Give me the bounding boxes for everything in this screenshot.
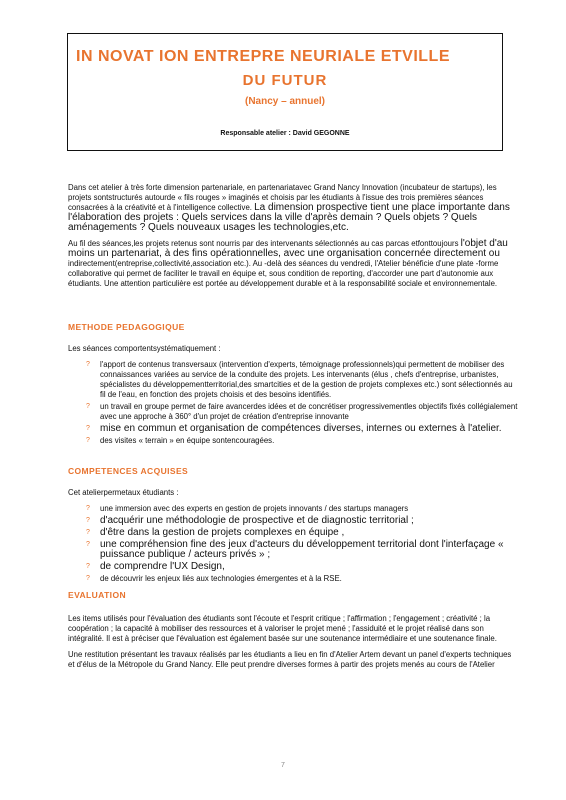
methode-lead: Les séances comportentsystématiquement : [68, 344, 221, 353]
intro-p1-text: Dans cet atelier à très forte dimension partenariale, en partenariatavec Grand Nancy Innovation (incubateur de startups), les projets sontstructurés autourde « fils rouges » imaginés et choisis par les étudiants à l'issue des trois premières séances consacrées à la créativité et à l'intelligence collective. [68, 183, 497, 212]
competences-list [68, 504, 518, 584]
intro-paragraph-1 [68, 183, 518, 233]
list-item: ? l'apport de contenus transversaux (intervention d'experts, témoignage professionnels)qui permettent de mobiliser des connaissances variées au service de la conduite des projets. Les intervenants (élus , chefs d'entreprise, urbanistes, spécialistes du développementterritorial,des smartcities et de la gestion de projets complexes etc.) sont sélectionnés au fil de l'eau, en fonction des projets choisis et des besoins identifiés. [86, 360, 513, 399]
bullet-icon: ? [86, 403, 90, 410]
bullet-icon: ? [86, 529, 90, 536]
intro-p2-highlight: l'objet d'au moins un partenariat, à des fins opérationnelles, avec une organisation concernée directement ou [68, 238, 508, 259]
bullet-icon: ? [86, 437, 90, 444]
list-item: ? un travail en groupe permet de faire avancerdes idées et de concrétiser progressivementles objectifs fixés collégialement avec une approche à 360° d'un projet de création d'entreprise innovante [86, 402, 518, 421]
bullet-icon: ? [86, 563, 90, 570]
list-item: ? des visites « terrain » en équipe sontencouragées. [86, 436, 275, 445]
page-number: 7 [281, 762, 285, 769]
competences-section [68, 466, 518, 586]
intro-p1-highlight: La dimension prospective tient une place importante dans l'élaboration des projets : Quels services dans la ville d'après demain ? Quels objets ? Quels aménagements ? Quels nouveaux usages les technologies,etc. [68, 202, 510, 233]
list-item: ? une immersion avec des experts en gestion de projets innovants / des startups managers [86, 504, 409, 513]
list-item: ? de découvrir les enjeux liés aux technologies émergentes et à la RSE. [86, 574, 342, 583]
list-item: ? d'être dans la gestion de projets complexes en équipe , [86, 527, 345, 538]
intro-paragraph-2 [68, 239, 518, 289]
bullet-icon: ? [86, 425, 90, 432]
bullet-icon: ? [86, 541, 90, 548]
evaluation-heading: EVALUATION [68, 590, 126, 600]
responsable-line: Responsable atelier : David GEGONNE [220, 130, 350, 137]
methode-list [68, 360, 518, 446]
bullet-icon: ? [86, 517, 90, 524]
methode-section [68, 322, 518, 448]
list-item: ? d'acquérir une méthodologie de prospective et de diagnostic territorial ; [86, 515, 414, 526]
title-line-2: DU FUTUR [242, 72, 328, 89]
evaluation-section [68, 590, 518, 676]
list-item: ? mise en commun et organisation de compétences diverses, internes ou externes à l'atelier. [86, 423, 502, 434]
intro-section [68, 183, 518, 295]
bullet-icon: ? [86, 575, 90, 582]
competences-lead: Cet atelierpermetaux étudiants : [68, 488, 179, 497]
bullet-icon: ? [86, 505, 90, 512]
title-subtitle: (Nancy – annuel) [244, 96, 326, 107]
list-item: ? une compréhension fine des jeux d'acteurs du développement territorial dont l'interfaçage « puissance publique / acteurs privés » ; [86, 539, 504, 560]
title-box [67, 33, 503, 151]
evaluation-paragraph-2: Une restitution présentant les travaux réalisés par les étudiants a lieu en fin d'Atelier Artem devant un panel d'experts techniques et d'élus de la Métropole du Grand Nancy. Elle peut prendre diverses formes à partir des projets menés au cours de l'Atelier [68, 650, 512, 669]
title-line-1: IN NOVAT ION ENTREPRE NEURIALE ETVILLE [76, 48, 450, 65]
intro-p2-text-2: indirectement(entreprise,collectivité,association etc.). Au -delà des séances du vendredi, l'Atelier bénéficie d'une plate -forme collaborative qui permet de faciliter le travail en équipe et, sous condition de reporting, d'accorder une part d'autonomie aux étudiants. Une attention particulière est portée au développement durable et à la responsabilité sociale et environnementale. [68, 259, 499, 288]
list-item: ? de comprendre l'UX Design, [86, 561, 225, 572]
competences-heading: COMPETENCES ACQUISES [68, 466, 189, 476]
intro-p2-text: Au fil des séances,les projets retenus sont nourris par des intervenants sélectionnés au cas parcas etfonttoujours [68, 239, 459, 248]
bullet-icon: ? [86, 361, 90, 368]
methode-heading: METHODE PEDAGOGIQUE [68, 322, 185, 332]
evaluation-paragraph-1: Les items utilisés pour l'évaluation des étudiants sont l'écoute et l'esprit critique ; l'affirmation ; l'engagement ; créativité ; la coopération ; la capacité à mobiliser des ressources et à valoriser le projet mené ; l'assiduité et le projet réalisé dans son intégralité. Il est à préciser que l'évaluation est également basée sur une soutenance intermédiaire et une soutenance finale. [68, 614, 497, 643]
